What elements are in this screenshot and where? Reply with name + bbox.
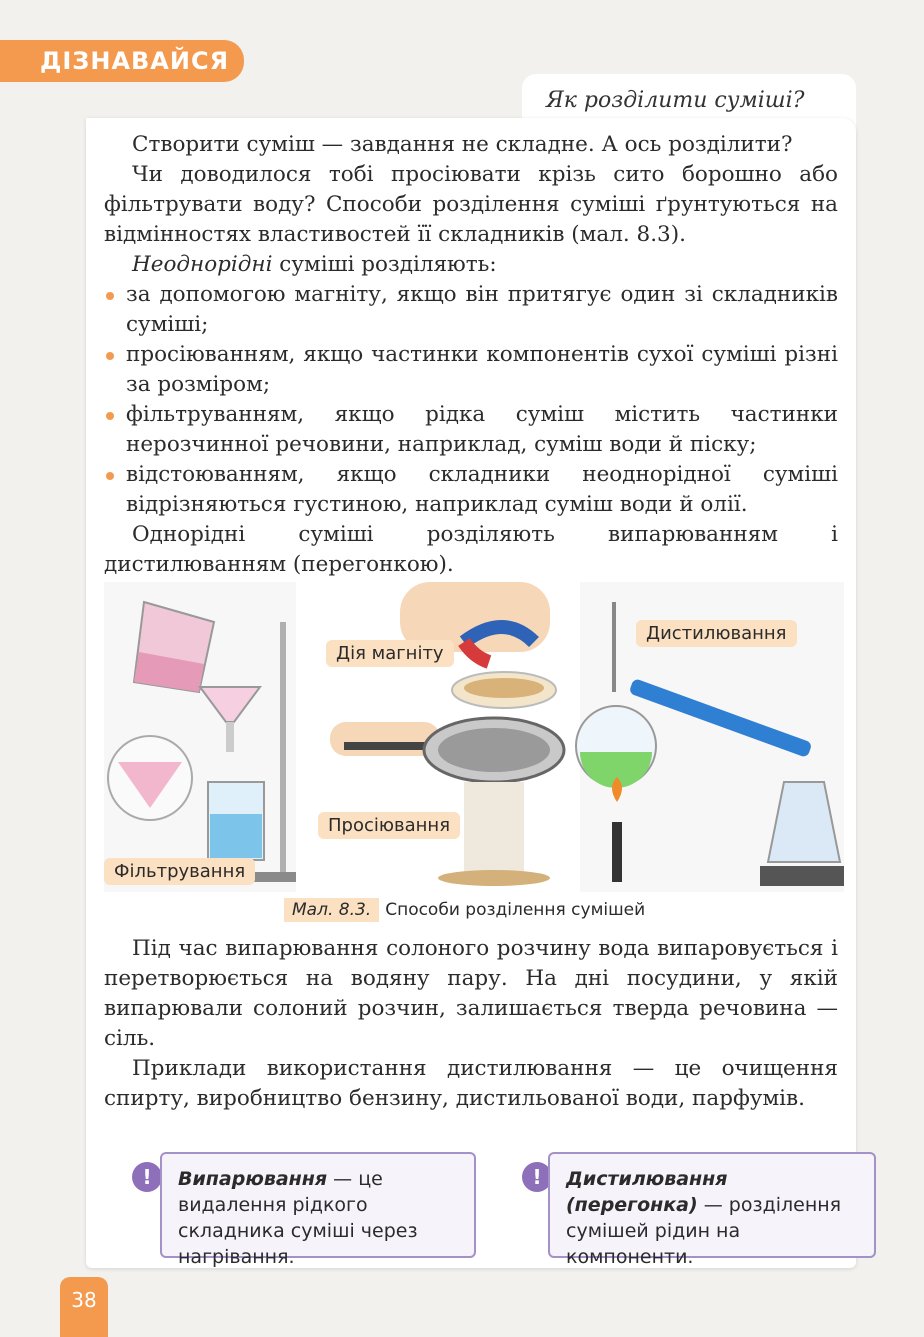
separation-methods-list <box>104 280 838 520</box>
evaporation-paragraph: Під час випарювання солоного розчину вода випаровується і перетворюється на водяну пару. На дні посудини, у якій випарювали солоний розчин, залишається тверда речовина — сіль. <box>104 936 838 1051</box>
sieve-illustration <box>330 718 564 886</box>
figure-8-3 <box>104 582 844 892</box>
list-item: за допомогою магніту, якщо він притягує один зі складників суміші; <box>104 280 838 340</box>
label-distillation: Дистилювання <box>636 620 797 647</box>
definition-text: — це видалення рідкого складника суміші через нагрівання. <box>178 1168 418 1268</box>
list-item: фільтруванням, якщо рідка суміш містить частинки нерозчинної речовини, наприклад, суміш води й піску; <box>104 400 838 460</box>
label-magnet: Дія магніту <box>326 640 454 667</box>
section-title: ДІЗНАВАЙСЯ <box>40 47 230 75</box>
after-text <box>104 934 838 1114</box>
figure-number: Мал. 8.3. <box>284 898 379 922</box>
hetero-term: Неоднорідні <box>132 252 273 277</box>
label-sieving: Просіювання <box>318 812 460 839</box>
definition-text: — розділення сумішей рідин на компоненти. <box>566 1194 842 1268</box>
exclamation-icon: ! <box>132 1162 162 1192</box>
definition-distillation <box>548 1152 876 1268</box>
list-item: відстоюванням, якщо складники неоднорідної суміші відрізняються густиною, наприклад суміш води й олії. <box>104 460 838 520</box>
page-number: 38 <box>60 1277 108 1337</box>
list-item: просіюванням, якщо частинки компонентів сухої суміші різні за розміром; <box>104 340 838 400</box>
filtration-illustration <box>104 582 296 892</box>
bullet-dot-icon <box>106 292 114 300</box>
figure-caption <box>284 900 645 920</box>
hetero-rest: суміші розділяють: <box>272 252 497 277</box>
intro-paragraph-2: Чи доводилося тобі просіювати крізь сито борошно або фільтрувати воду? Способи розділення суміші ґрунтуються на відмінностях властивостей її складників (мал. 8.3). <box>104 162 838 247</box>
definition-evaporation <box>160 1152 476 1268</box>
intro-paragraph-1: Створити суміш — завдання не складне. А ось розділити? <box>132 132 793 157</box>
definition-term: Випарювання <box>178 1168 328 1190</box>
question-heading: Як розділити суміші? <box>546 88 805 113</box>
hetero-paragraph <box>104 250 838 280</box>
intro-text <box>104 130 838 580</box>
homo-paragraph: Однорідні суміші розділяють випарюванням і дистилюванням (перегонкою). <box>104 522 838 577</box>
bullet-dot-icon <box>106 352 114 360</box>
figure-caption-text: Способи розділення сумішей <box>385 900 646 920</box>
bullet-dot-icon <box>106 412 114 420</box>
section-header-tab <box>0 40 244 82</box>
bullet-dot-icon <box>106 472 114 480</box>
exclamation-icon: ! <box>522 1162 552 1192</box>
distillation-paragraph: Приклади використання дистилювання — це очищення спирту, виробництво бензину, дистильованої води, парфумів. <box>104 1056 838 1111</box>
definition-term: Дистилювання (перегонка) <box>566 1168 728 1216</box>
label-filtering: Фільтрування <box>104 858 255 885</box>
